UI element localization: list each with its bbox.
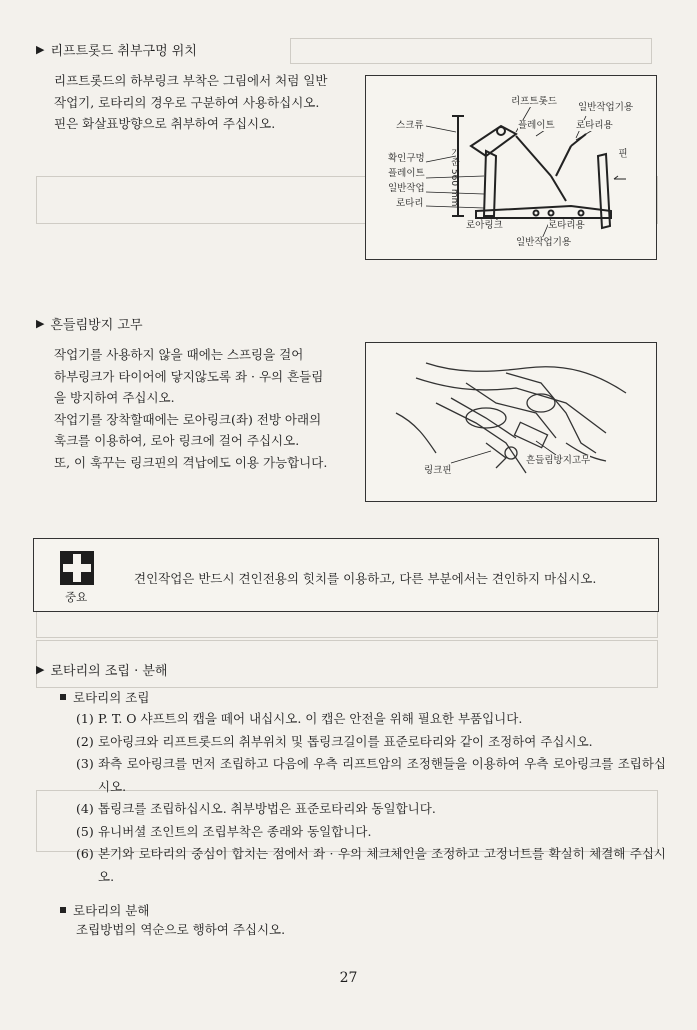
paragraph-line: 핀은 화살표방향으로 취부하여 주십시오. [54,116,276,131]
triangle-bullet-icon: ▶ [36,663,45,676]
triangle-bullet-icon: ▶ [36,317,45,330]
label-link-pin: 링크핀 [424,465,452,476]
rotary-assembly-heading [60,688,149,706]
label-standard-dim: 기준 560 mm [449,148,459,207]
triangle-bullet-icon: ▶ [36,43,45,56]
section-heading-text: 리프트롯드 취부구멍 위치 [50,44,197,59]
step-number: (2) [76,733,94,749]
label-general-bottom: 일반작업기용 [516,237,572,248]
bleed-through-box [290,38,652,64]
disassembly-text: 조립방법의 역순으로 행하여 주십시오. [76,922,286,937]
section-heading-sway-rubber [36,314,143,333]
lift-rod-figure [365,75,657,260]
label-plate-left: 플레이트 [388,168,425,179]
lift-rod-paragraph [54,70,327,135]
list-item [76,708,666,731]
step-text: 좌측 로아링크를 먼저 조립하고 다음에 우측 리프트암의 조정핸들을 이용하여 우측 로아링크를 조립하십시오. [98,756,666,794]
step-number: (4) [76,801,94,816]
list-item [76,843,666,888]
sub-heading-text: 로타리의 조립 [73,690,150,705]
paragraph-line: 작업기를 사용하지 않을 때에는 스프링을 걸어 [54,347,304,362]
label-sway-rubber: 흔들림방지고무 [526,455,591,466]
square-bullet-icon [60,694,66,700]
section-heading-text: 로타리의 조립 · 분해 [50,664,168,679]
label-general-left: 일반작업 [388,183,425,194]
paragraph-line: 작업기를 장착할때에는 로아링크(좌) 전방 아래의 [54,411,322,427]
section-heading-lift-rod [36,40,197,59]
step-number: (3) [76,756,94,771]
step-number: (1) [76,711,94,726]
assembly-steps-list [76,708,666,888]
rotary-disassembly-heading [60,901,149,919]
label-screw: 스크류 [396,120,424,131]
list-item [76,821,666,844]
paragraph-line: 작업기, 로타리의 경우로 구분하여 사용하십시오. [54,94,320,110]
step-text: 톱링크를 조립하십시오. 취부방법은 표준로타리와 동일합니다. [98,801,436,816]
paragraph-line: 리프트롯드의 하부링크 부착은 그림에서 처럼 일반 [54,73,328,88]
label-rotary-top: 로타리용 [576,120,613,131]
paragraph-line: 또, 이 훅꾸는 링크핀의 격납에도 이용 가능합니다. [54,454,328,470]
label-pin: 핀 [616,148,627,158]
label-low-link: 로아링크 [466,220,503,231]
paragraph-line: 하부링크가 타이어에 닿지않도록 좌 · 우의 흔들림 [54,368,324,384]
step-text: P. T. O 샤프트의 캡을 떼어 내십시오. 이 캡은 안전을 위해 필요한 부품입니다. [98,711,523,726]
page-number: 27 [339,970,358,986]
square-bullet-icon [60,907,66,913]
list-item [76,753,666,798]
step-text: 유니버셜 조인트의 조립부착은 종래와 동일합니다. [98,823,372,839]
step-text: 본기와 로타리의 중심이 합치는 점에서 좌 · 우의 체크체인을 조정하고 고정너트를 확실히 체결해 주십시오. [98,846,666,884]
bleed-through-text [60,242,64,255]
section-heading-text: 흔들림방지 고무 [50,318,143,333]
label-rotary-left: 로타리 [396,198,424,209]
label-general-top: 일반작업기용 [578,102,634,113]
list-item [76,731,666,754]
step-text: 로아링크와 리프트롯드의 취부위치 및 톱링크길이를 표준로타리와 같이 조정하여 주십시오. [98,733,593,749]
label-lift-rod: 리프트롯드 [511,96,557,107]
section-heading-rotary [36,660,167,679]
paragraph-line: 을 방지하여 주십시오. [54,390,175,405]
sub-heading-text: 로타리의 분해 [73,903,150,918]
sway-rubber-paragraph [54,344,327,473]
list-item [76,798,666,821]
warning-cross-icon [60,551,94,585]
paragraph-line: 훅크를 이용하여, 로아 링크에 걸어 주십시오. [54,433,300,448]
label-rotary-bottom: 로타리용 [548,220,585,231]
sway-rubber-illustration [366,343,656,501]
sway-rubber-figure [365,342,657,502]
step-number: (6) [76,846,94,861]
important-text: 견인작업은 반드시 견인전용의 힛치를 이용하고, 다른 부분에서는 견인하지 마십시오. [134,571,597,586]
label-check-hole: 확인구멍 [388,153,425,164]
step-number: (5) [76,823,94,839]
important-label: 중요 [65,590,88,604]
important-notice-box [33,538,659,612]
label-plate-top: 플레이트 [518,120,555,131]
